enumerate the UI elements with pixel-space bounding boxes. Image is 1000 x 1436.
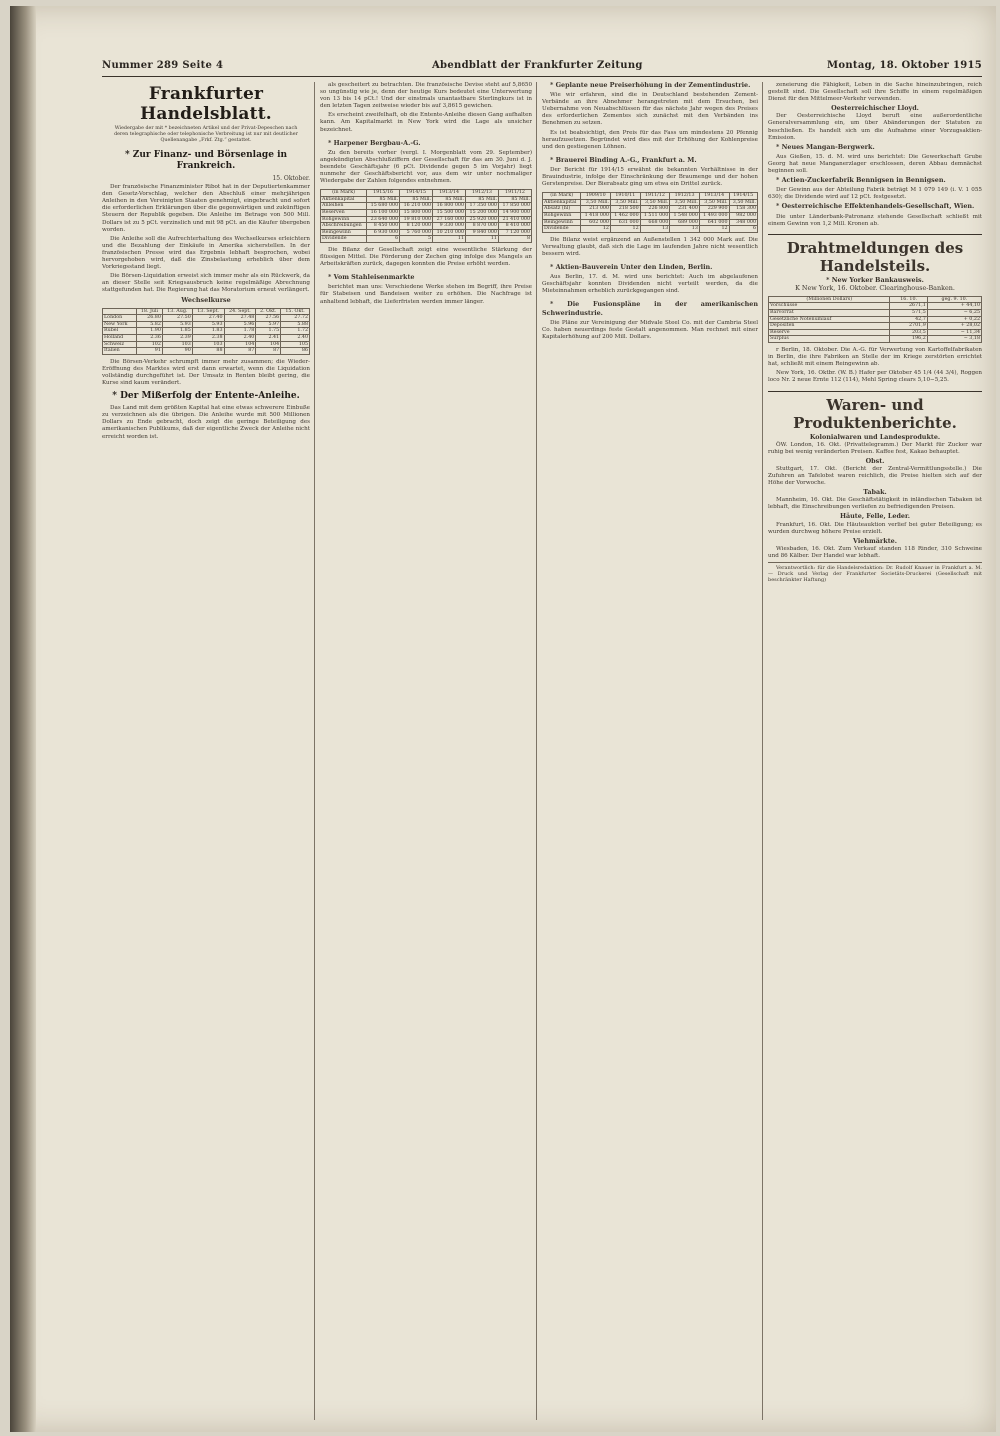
article-paragraph: Es erscheint zweifelhaft, ob die Entente-Anleihe diesen Gang aufhalten kann. Am Kapitalmarkt in New York wird die Lage als unsicher bezeichnet. [320, 112, 532, 133]
article-paragraph: Die Börsen-Liquidation erweist sich immer mehr als ein Rückwerk, da an dieser Stelle seit Kriegsausbruch keine regelmäßige Abrechnung stattgefunden hat. Die Regierung hat das Moratorium erneut verlängert. [102, 273, 310, 294]
table-cell: 1.90 [136, 328, 162, 335]
table-row [543, 219, 758, 226]
article-paragraph: Mannheim, 16. Okt. Die Geschäftstätigkeit in inländischen Tabaken ist lebhaft, die Einschreibungen verliefen zu befriedigenden Preisen. [768, 497, 982, 511]
article-headline: * Harpener Bergbau-A.-G. [328, 138, 421, 147]
table-cell: 213 000 [581, 206, 611, 213]
table-cell: 8 [498, 236, 531, 243]
table-cell: 5 [400, 236, 433, 243]
table-cell: 1.72 [281, 328, 310, 335]
table-cell: Reserven [321, 210, 367, 217]
table-header-cell: (in Mark) [543, 193, 581, 200]
table-cell: 19 810 000 [400, 216, 433, 223]
table-header-cell: 1914/15 [729, 193, 757, 200]
article-headline: * Vom Stahleisenmarkte [328, 273, 415, 282]
column-rule [762, 82, 763, 1420]
table-cell: Schweiz [103, 341, 137, 348]
table-cell: 2701,9 [890, 323, 927, 330]
table-cell: 158 300 [729, 206, 757, 213]
column-2 [320, 82, 532, 1424]
column-rule [314, 82, 315, 1420]
table-cell: 2.39 [162, 334, 192, 341]
wire-reports-title: Drahtmeldungen des Handelsteils. [768, 234, 982, 275]
binding-table [542, 192, 758, 233]
table-header-cell: 1912/13 [670, 193, 700, 200]
article-paragraph: Der Bericht für 1914/15 erwähnt die bekannten Verhältnisse in der Brauindustrie, infolge der Einschränkung der Braumenge und der hohen Gerstenpreise. Der Bierabsatz ging um etwa ein Drittel zurück. [542, 166, 758, 188]
table-cell: 42,7 [890, 316, 927, 323]
table-cell: 17 350 000 [466, 203, 499, 210]
table-cell: 102 [136, 341, 162, 348]
table-row [103, 334, 310, 341]
imprint-footer: Verantwortlich: für die Handelsredaktion: Dr. Rudolf Knauer in Frankfurt a. M. — Druck und Verlag der Frankfurter Societäts-Druckerei (Gesellschaft mit beschränkter Haftung) [768, 562, 982, 583]
table-cell: 5.97 [256, 321, 281, 328]
table-row [103, 328, 310, 335]
newspaper-title: Abendblatt der Frankfurter Zeitung [432, 60, 643, 71]
article-headline: * Actien-Zuckerfabrik Bennigsen in Bennigsen. [776, 176, 946, 185]
table-cell: London [103, 315, 137, 322]
table-cell: 3,50 Mill. [670, 199, 700, 206]
commodity-reports-title: Waren- und Produktenberichte. [768, 391, 982, 432]
table-cell: 3,50 Mill. [581, 199, 611, 206]
article-headline: * Oesterreichische Effektenhandels-Gesellschaft, Wien. [776, 202, 975, 211]
table-cell: Rohgewinn [543, 213, 581, 220]
article-headline: * Zur Finanz- und Börsenlage in Frankreich. [124, 150, 288, 171]
table-cell: 1 493 000 [699, 213, 729, 220]
table-header-cell: 13. Sept. [192, 308, 224, 315]
table-cell: 229 900 [699, 206, 729, 213]
table-cell: − 3,18 [927, 336, 981, 343]
table-cell: 15 500 000 [433, 210, 466, 217]
table-cell: 11 [433, 236, 466, 243]
table-cell: Reingewinn [543, 219, 581, 226]
table-cell: Surplus [769, 336, 890, 343]
section-note: Wiedergabe der mit * bezeichneten Artikel und der Privat-Depeschen nach deren telegraphische oder telephonische Verbreitung ist nur mit deutlicher Quellenangabe „Frkf. Ztg.“ gestattet. [114, 126, 298, 143]
article-headline: * Der Mißerfolg der Entente-Anleihe. [112, 391, 300, 402]
table-row [769, 316, 982, 323]
table-cell: Rubel [103, 328, 137, 335]
table-row [769, 336, 982, 343]
bank-statement-table [768, 296, 982, 343]
table-header-cell: 13. Aug. [162, 308, 192, 315]
table-cell: 14 900 000 [498, 210, 531, 217]
article-paragraph: zeneierung die Fähigkeit, Leben in die Sache hineinzubringen, reich gestellt sind. Die Gesellschaft soll ihre Schiffe in einem regelmäßigen Dienst für den Mittelmeer-Verkehr verwenden. [768, 82, 982, 103]
table-cell: 1 511 000 [640, 213, 670, 220]
table-cell: 8 410 000 [498, 223, 531, 230]
wire-headline: * New Yorker Bankausweis. [826, 275, 924, 284]
table-cell: Gesetzliche Notenumlauf [769, 316, 890, 323]
table-cell: New York [103, 321, 137, 328]
table-header-cell: geg. 9. 10. [927, 296, 981, 303]
table-cell: 2.36 [136, 334, 162, 341]
table-cell: Vorschüsse [769, 303, 890, 310]
article-paragraph: Die Pläne zur Vereinigung der Midvale Steel Co. mit der Cambria Steel Co. haben neuerdings feste Gestalt angenommen. Man rechnet mit einer Kapitalerhöhung auf 200 Mill. Dollars. [542, 319, 758, 340]
table-cell: 7 120 000 [498, 229, 531, 236]
harpener-table [320, 189, 532, 243]
table-cell: + 44,10 [927, 303, 981, 310]
table-row [321, 236, 532, 243]
article-headline: * Aktien-Bauverein Unter den Linden, Berlin. [550, 263, 713, 272]
column-rule [536, 82, 537, 1420]
table-cell: 85 Mill. [498, 196, 531, 203]
table-cell: 1.75 [256, 328, 281, 335]
table-cell: 5.82 [136, 321, 162, 328]
table-cell: 3,50 Mill. [640, 199, 670, 206]
table-row [103, 321, 310, 328]
table-header-cell: 2. Okt. [256, 308, 281, 315]
table-cell: 226 800 [640, 206, 670, 213]
table-cell: 1 418 000 [581, 213, 611, 220]
article-paragraph: Stuttgart, 17. Okt. (Bericht der Zentral-Vermittlungsstelle.) Die Zufuhren an Tafelobst waren reichlich, die Preise hielten sich auf der Höhe der Vorwoche. [768, 465, 982, 487]
table-row [543, 199, 758, 206]
table-cell: 3,50 Mill. [699, 199, 729, 206]
table-cell: 27.40 [192, 315, 224, 322]
table-cell: 12 [581, 226, 611, 233]
table-cell: 348 000 [729, 219, 757, 226]
table-cell: 103 [162, 341, 192, 348]
table-cell: 5.88 [281, 321, 310, 328]
table-cell: 12 [610, 226, 640, 233]
table-row [103, 341, 310, 348]
table-row [321, 229, 532, 236]
binding-spine [10, 6, 36, 1432]
table-row [769, 323, 982, 330]
article-paragraph: Die Bilanz der Gesellschaft zeigt eine wesentliche Stärkung der flüssigen Mittel. Die Förderung der Zechen ging infolge des Mangels an Arbeitskräften zurück, dagegen konnten die Preise erhöht werden. [320, 246, 532, 268]
table-header-cell [103, 308, 137, 315]
table-cell: 8 870 000 [466, 223, 499, 230]
table-cell: 196,2 [890, 336, 927, 343]
article-paragraph: Der Oesterreichische Lloyd beruft eine außerordentliche Generalversammlung ein, um über Abänderungen der Statuten zu beschließen. Es handelt sich um die Aufnahme einer Vorzugsaktien-Emission. [768, 113, 982, 141]
table-cell: 602 000 [581, 219, 611, 226]
table-cell: 27 160 000 [433, 216, 466, 223]
article-paragraph: Wie wir erfahren, sind die in Deutschland bestehenden Zement-Verbände an ihre Abnehmer herangetreten mit dem Ersuchen, bei Uebernahme von Neuabschlüssen für das nächste Jahr wegen des Preises des erforderlichen Zementes sich zunächst mit den Verbänden ins Benehmen zu setzen. [542, 92, 758, 127]
table-cell: 2.40 [281, 334, 310, 341]
table-cell: Barvorrat [769, 310, 890, 317]
table-cell: 87 [256, 348, 281, 355]
table-cell: 17 850 000 [498, 203, 531, 210]
table-cell: 27.56 [256, 315, 281, 322]
table-cell: 9 840 000 [466, 229, 499, 236]
article-paragraph: Aus Gießen, 15. d. M. wird uns berichtet: Die Gewerkschaft Grube Georg hat neue Manganerzlager erschlossen, deren Abbau demnächst beginnen soll. [768, 153, 982, 175]
table-header-cell: 16. 10. [890, 296, 927, 303]
table-cell: 27.48 [224, 315, 256, 322]
subsection-title: Häute, Felle, Leder. [839, 512, 910, 521]
table-cell: 85 Mill. [400, 196, 433, 203]
table-row [543, 213, 758, 220]
table-cell: Reserve [769, 329, 890, 336]
table-cell: 5.96 [224, 321, 256, 328]
table-cell: 5 760 000 [400, 229, 433, 236]
table-cell: 5.93 [192, 321, 224, 328]
table-header-cell: 24. Sept. [224, 308, 256, 315]
table-cell: 88 [192, 348, 224, 355]
table-cell: Anleihen [321, 203, 367, 210]
table-header-cell: 1910/11 [610, 193, 640, 200]
table-cell: 21 410 000 [498, 216, 531, 223]
table-cell: 16 100 000 [367, 210, 400, 217]
table-cell: 8 120 000 [400, 223, 433, 230]
table-row [321, 203, 532, 210]
table-cell: 103 [192, 341, 224, 348]
table-cell: 3,50 Mill. [610, 199, 640, 206]
article-paragraph: berichtet man uns: Verschiedene Werke stehen im Begriff, ihre Preise für Stabeisen und Bandeisen weiter zu erhöhen. Die Nachfrage ist anhaltend lebhaft, die Lieferfristen werden immer länger. [320, 284, 532, 305]
table-row [321, 216, 532, 223]
table-cell: 104 [256, 341, 281, 348]
article-paragraph: r Berlin, 18. Oktober. Die A.-G. für Verwertung von Kartoffelfabrikaten in Berlin, die ihre Fabriken an Stelle der im Kriege zerstörten errichtet hat, schließt mit einem Reingewinn ab. [768, 347, 982, 368]
table-cell: Dividende [321, 236, 367, 243]
table-cell: 9 330 000 [433, 223, 466, 230]
table-cell: Aktienkapital [321, 196, 367, 203]
table-cell: 689 000 [670, 219, 700, 226]
table-cell: 1 548 000 [670, 213, 700, 220]
article-paragraph: New York, 16. Oktbr. (W. B.) Hafer per Oktober 45 1/4 (44 3/4), Roggen loco Nr. 2 neue Ernte 112 (114), Mehl Spring clears 5,10−5,25. [768, 370, 982, 384]
table-cell: 27.50 [162, 315, 192, 322]
table-cell: 86 [281, 348, 310, 355]
table-cell: 13 [670, 226, 700, 233]
article-paragraph: Zu den bereits vorher (vergl. I. Morgenblatt vom 29. September) angekündigten Abschlußziffern der Gesellschaft für das am 30. Juni d. J. beendete Geschäftsjahr (6 pCt. Dividende gegen 5 im Vorjahr) liegt nunmehr der Geschäftsbericht vor, aus dem wir unter nochmaliger Wiedergabe der Zahlen folgendes entnehmen. [320, 149, 532, 185]
table-cell: + 28,02 [927, 323, 981, 330]
column-1 [102, 82, 310, 1424]
table-row [103, 348, 310, 355]
article-paragraph: Die Börsen-Verkehr schrumpft immer mehr zusammen; die Wieder-Eröffnung des Marktes wird erst dann erwartet, wenn die Liquidation vollständig durchgeführt ist. Der Umsatz in Renten bleibt gering, die Kurse sind kaum verändert. [102, 358, 310, 387]
article-paragraph: Die Bilanz weist ergänzend an Außenstellen 1 342 000 Mark auf. Die Verwaltung glaubt, daß sich die Lage im laufenden Jahre nicht wesentlich bessern wird. [542, 236, 758, 257]
table-header-cell: (Millionen Dollars) [769, 296, 890, 303]
table-cell: 6 [729, 226, 757, 233]
table-cell: 15 680 000 [367, 203, 400, 210]
table-cell: 8 450 000 [367, 223, 400, 230]
table-header-cell: 1915/16 [367, 190, 400, 197]
newspaper-page [10, 6, 996, 1432]
table-header-cell: 1914/15 [400, 190, 433, 197]
table-cell: 218 500 [610, 206, 640, 213]
table-cell: 203,5 [890, 329, 927, 336]
table-cell: Depositen [769, 323, 890, 330]
table-cell: 11 [466, 236, 499, 243]
table-cell: 2.38 [192, 334, 224, 341]
table-cell: 16 210 000 [400, 203, 433, 210]
table-cell: 26.80 [136, 315, 162, 322]
wire-subheadline: K New York, 16. Oktober. Clearinghouse-Banken. [795, 283, 955, 292]
table-cell: Reingewinn [321, 229, 367, 236]
subsection-title: Obst. [865, 456, 885, 465]
table-cell: 15 200 000 [466, 210, 499, 217]
article-paragraph: Wiesbaden, 16. Okt. Zum Verkauf standen 118 Rinder, 310 Schweine und 86 Kälber. Der Handel war lebhaft. [768, 545, 982, 559]
article-headline: * Neues Mangan-Bergwerk. [776, 142, 875, 151]
table-cell: 2.41 [256, 334, 281, 341]
issue-number: Nummer 289 Seite 4 [102, 60, 224, 71]
table-cell: 90 [162, 348, 192, 355]
table-cell: 25 920 000 [466, 216, 499, 223]
table-cell: 1.85 [162, 328, 192, 335]
article-paragraph: als gescheitert zu betrachten. Die französische Devise steht auf 5,8650 so ungünstig wie je, denn der heutige Kurs bedeutet eine Unterwertung von 13 bis 14 pCt.! Und der einstmals unantastbare Sterlingkurs ist in den letzten Tagen zeitweise wieder bis auf 3,8615 gewichen. [320, 82, 532, 110]
table-row [103, 315, 310, 322]
article-paragraph: Die unter Länderbank-Patronanz stehende Gesellschaft schließt mit einem Gewinn von 1,2 Mill. Kronen ab. [768, 213, 982, 227]
dateline: 15. Oktober. [272, 175, 310, 182]
table-row [769, 303, 982, 310]
table-cell: 641 000 [699, 219, 729, 226]
table-cell: Rohgewinn [321, 216, 367, 223]
table-cell: 105 [281, 341, 310, 348]
table-row [321, 196, 532, 203]
table-cell: + 0,22 [927, 316, 981, 323]
article-paragraph: Der französische Finanzminister Ribot hat in der Deputiertenkammer den Gesetz-Vorschlag, welcher den Abschluß einer mehrjährigen Anleihen in den Vereinigten Staaten genehmigt, eingebracht und sofort die erforderlichen Erklärungen über die gegenwärtigen und zukünftigen Steuern der Republik gegeben. Die Anleihe im Betrage von 500 Mill. Dollars ist zu 5 pCt. verzinslich und mit 98 pCt. an die Käufer übergeben worden. [102, 184, 310, 233]
table-cell: 12 [699, 226, 729, 233]
subsection-title: Tabak. [863, 488, 887, 497]
table-cell: 85 Mill. [433, 196, 466, 203]
table-cell: 231 400 [670, 206, 700, 213]
article-headline: Oesterreichischer Lloyd. [831, 104, 919, 113]
table-header-cell: 1911/12 [640, 193, 670, 200]
subsection-title: Viehmärkte. [853, 536, 897, 545]
table-header-cell: 15. Okt. [281, 308, 310, 315]
column-3 [542, 82, 758, 1424]
article-paragraph: Es ist beabsichtigt, den Preis für das Fass um mindestens 20 Pfennig heraufzusetzen. Begründet wird dies mit der Erhöhung der Kohlenpreise und den gestiegenen Löhnen. [542, 129, 758, 150]
article-headline: * Die Fusionspläne in der amerikanischen Schwerindustrie. [542, 300, 758, 317]
table-cell: − 6,25 [927, 310, 981, 317]
table-cell: 85 Mill. [367, 196, 400, 203]
article-paragraph: ÖW. London, 16. Okt. (Privattelegramm.) Der Markt für Zucker war ruhig bei wenig veränderten Preisen. Kaffee fest, Kakao behauptet. [768, 441, 982, 455]
table-cell: Dividende [543, 226, 581, 233]
table-header-cell: 18. Juli [136, 308, 162, 315]
issue-date: Montag, 18. Oktober 1915 [826, 60, 982, 71]
table-cell: 6 [367, 236, 400, 243]
exchange-rate-table [102, 308, 310, 355]
table-cell: 6 930 000 [367, 229, 400, 236]
table-header-cell: (in Mark) [321, 190, 367, 197]
table-cell: 571,5 [890, 310, 927, 317]
table-cell: 16 800 000 [433, 203, 466, 210]
table-cell: 10 210 000 [433, 229, 466, 236]
table-row [321, 210, 532, 217]
table-cell: 631 000 [610, 219, 640, 226]
table-row [769, 329, 982, 336]
table-cell: 5.93 [162, 321, 192, 328]
article-paragraph: Aus Berlin, 17. d. M. wird uns berichtet: Auch im abgelaufenen Geschäftsjahr konnten Dividenden nicht verteilt werden, da die Mieteinnahmen erheblich zurückgegangen sind. [542, 274, 758, 295]
table-cell: 2.40 [224, 334, 256, 341]
table-cell: 13 [640, 226, 670, 233]
table-cell: 1.83 [192, 328, 224, 335]
table-cell: 668 000 [640, 219, 670, 226]
table-title: Wechselkurse [181, 295, 231, 304]
column-4 [768, 82, 982, 1424]
table-cell: 15 800 000 [400, 210, 433, 217]
table-row [543, 226, 758, 233]
masthead [102, 56, 982, 77]
table-cell: Holland [103, 334, 137, 341]
article-paragraph: Der Gewinn aus der Abteilung Fabrik beträgt M 1 079 149 (i. V. 1 055 630); die Dividende wird auf 12 pCt. festgesetzt. [768, 187, 982, 201]
subsection-title: Kolonialwaren und Landesprodukte. [809, 432, 941, 441]
table-header-cell: 1909/10 [581, 193, 611, 200]
table-cell: Italien [103, 348, 137, 355]
table-header-cell: 1913/14 [433, 190, 466, 197]
table-header-cell: 1913/14 [699, 193, 729, 200]
table-cell: 91 [136, 348, 162, 355]
article-headline: * Geplante neue Preiserhöhung in der Zementindustrie. [550, 82, 751, 89]
table-header-cell: 1911/12 [498, 190, 531, 197]
section-title: Frankfurter Handelsblatt. [140, 84, 272, 124]
article-paragraph: Das Land mit dem größten Kapital hat eine etwas schwerere Einbuße zu verzeichnen als die übrigen. Die Anleihe wurde mit 500 Millionen Dollars zu Ende gebracht, doch zeigt die geringe Beteiligung des amerikanischen Publikums, daß der eigentliche Zweck der Anleihe nicht erreicht worden ist. [102, 405, 310, 440]
table-cell: Absatz (hl) [543, 206, 581, 213]
table-row [543, 206, 758, 213]
table-cell: − 11,34 [927, 329, 981, 336]
table-cell: 85 Mill. [466, 196, 499, 203]
table-cell: Aktienkapital [543, 199, 581, 206]
table-cell: 87 [224, 348, 256, 355]
table-row [769, 310, 982, 317]
article-headline: * Brauerei Binding A.-G., Frankfurt a. M. [550, 155, 697, 164]
table-cell: 104 [224, 341, 256, 348]
article-paragraph: Frankfurt, 16. Okt. Die Häuteauktion verlief bei guter Beteiligung; es wurden durchweg höhere Preise erzielt. [768, 521, 982, 535]
table-cell: 982 000 [729, 213, 757, 220]
article-paragraph: Die Anleihe soll die Aufrechterhaltung des Wechselkurses erleichtern und die Bezahlung der Einkäufe in Amerika sicherstellen. In der französischen Presse wird das Ergebnis lebhaft besprochen, wobei hervorgehoben wird, daß die Zinsbelastung erheblich über dem Vorkriegsstand liegt. [102, 235, 310, 271]
table-row [321, 223, 532, 230]
table-header-cell: 1912/13 [466, 190, 499, 197]
table-cell: Abschreibungen [321, 223, 367, 230]
table-cell: 2671,1 [890, 303, 927, 310]
table-cell: 23 640 000 [367, 216, 400, 223]
table-cell: 27.72 [281, 315, 310, 322]
table-cell: 1.78 [224, 328, 256, 335]
table-cell: 3,50 Mill. [729, 199, 757, 206]
table-cell: 1 462 000 [610, 213, 640, 220]
